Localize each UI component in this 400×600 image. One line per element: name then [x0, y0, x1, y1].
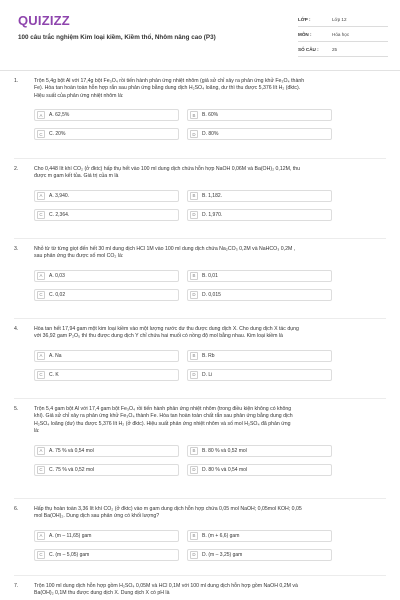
- option-text: A. 0,03: [49, 272, 65, 279]
- answer-option[interactable]: [34, 109, 179, 121]
- meta-value: Lớp 12: [332, 16, 347, 22]
- meta-value: Hóa học: [332, 31, 350, 37]
- option-letter-badge: B: [190, 111, 198, 119]
- question-line: sau phản ứng thu được số mol CO₂ là:: [34, 253, 124, 260]
- question-line: H₂SO₄ loãng (dư) thu được 5,376 lít H₂ (ở đktc). Hiệu suất phản ứng nhiệt nhôm và số mol H₂SO₄ đã phản ứng: [34, 420, 291, 427]
- option-text: D. 80%: [202, 131, 219, 138]
- answer-option[interactable]: [34, 289, 179, 301]
- question-item: [0, 246, 400, 301]
- meta-value: 25: [332, 46, 338, 52]
- answer-option[interactable]: [187, 549, 332, 561]
- option-letter-badge: A: [37, 532, 45, 540]
- option-text: A. 62,5%: [49, 112, 70, 119]
- option-text: C. 20%: [49, 131, 66, 138]
- option-text: B. 80 % và 0,52 mol: [202, 447, 247, 454]
- answer-option[interactable]: [187, 190, 332, 202]
- question-number: 2.: [14, 166, 19, 172]
- option-text: B. 60%: [202, 112, 219, 119]
- question-item: [0, 78, 400, 140]
- answer-option[interactable]: [34, 128, 179, 140]
- answer-option[interactable]: [34, 369, 179, 381]
- question-text: [34, 78, 386, 100]
- question-text: [34, 326, 386, 341]
- option-letter-badge: A: [37, 352, 45, 360]
- header: [0, 0, 400, 70]
- question-line: Fe). Hòa tan hoàn toàn hỗn hợp rắn sau phản ứng bằng dung dịch H₂SO₄ loãng, dư thì thu được 5,376 lít H₂ (đktc).: [34, 85, 301, 92]
- question-divider: [14, 318, 386, 319]
- question-divider: [14, 158, 386, 159]
- question-line: Cho 0,448 lít khí CO₂ (ở đktc) hấp thụ hết vào 100 ml dung dịch chứa hỗn hợp NaOH 0,06M và Ba(OH)₂ 0,12M, thu: [34, 166, 301, 172]
- option-letter-badge: A: [37, 447, 45, 455]
- answer-options: [34, 530, 386, 561]
- option-text: C. 0,02: [49, 291, 66, 298]
- meta-row-count: [298, 42, 388, 57]
- question-number: 1.: [14, 78, 19, 84]
- answer-options: [34, 270, 386, 301]
- answer-option[interactable]: [187, 464, 332, 476]
- option-text: D. 1,970.: [202, 211, 223, 218]
- option-text: B. Rb: [202, 352, 215, 359]
- answer-option[interactable]: [187, 369, 332, 381]
- question-line: mol Ba(OH)₂. Dung dịch sau phản ứng có khối lượng?: [34, 513, 160, 520]
- option-letter-badge: B: [190, 192, 198, 200]
- option-text: C. 75 % và 0,52 mol: [49, 466, 95, 473]
- option-letter-badge: D: [190, 551, 198, 559]
- question-item: [0, 583, 400, 598]
- question-divider: [14, 238, 386, 239]
- question-number: 7.: [14, 583, 19, 589]
- answer-option[interactable]: [187, 350, 332, 362]
- option-text: B. 1,182.: [202, 192, 223, 199]
- option-text: C. (m – 5,05) gam: [49, 551, 90, 558]
- question-divider: [14, 575, 386, 576]
- option-letter-badge: B: [190, 447, 198, 455]
- question-text: [34, 583, 386, 598]
- meta-row-class: [298, 12, 388, 27]
- answer-option[interactable]: [34, 445, 179, 457]
- question-line: Trộn 5,4g bột Al với 17,4g bột Fe₃O₄ rồi tiến hành phản ứng nhiệt nhôm (giả sử chỉ xảy ra phản ứng khử Fe₃O₄ thành: [34, 78, 305, 84]
- option-letter-badge: B: [190, 272, 198, 280]
- option-text: A. 3,940.: [49, 192, 70, 199]
- question-line: Trộn 5,4 gam bột Al với 17,4 gam bột Fe₃O₄ rồi tiến hành phản ứng nhiệt nhôm (trong điều kiện không có không: [34, 406, 292, 412]
- answer-options: [34, 109, 386, 140]
- option-letter-badge: D: [190, 130, 198, 138]
- question-line: Ba(OH)₂ 0,1M thu được dung dịch X. Dung dịch X có pH là: [34, 590, 170, 597]
- question-text: [34, 506, 386, 521]
- question-divider: [14, 498, 386, 499]
- answer-option[interactable]: [187, 128, 332, 140]
- answer-option[interactable]: [34, 270, 179, 282]
- question-number: 3.: [14, 246, 19, 252]
- option-letter-badge: A: [37, 192, 45, 200]
- answer-option[interactable]: [187, 289, 332, 301]
- answer-options: [34, 190, 386, 221]
- question-line: Trộn 100 ml dung dịch hỗn hợp gồm H₂SO₄ 0,05M và HCl 0,1M với 100 ml dung dịch hỗn hợp gồm NaOH 0,2M và: [34, 583, 298, 589]
- meta-key: LỚP :: [298, 16, 311, 22]
- question-text: [34, 406, 386, 436]
- option-letter-badge: C: [37, 551, 45, 559]
- option-letter-badge: D: [190, 466, 198, 474]
- option-text: A. 75 % và 0,54 mol: [49, 447, 94, 454]
- question-number: 6.: [14, 506, 19, 512]
- option-text: D. (m – 3,25) gam: [202, 551, 243, 558]
- answer-option[interactable]: [34, 530, 179, 542]
- option-text: B. (m + 6,6) gam: [202, 532, 240, 539]
- question-line: là:: [34, 428, 40, 435]
- option-letter-badge: C: [37, 466, 45, 474]
- option-letter-badge: B: [190, 532, 198, 540]
- option-letter-badge: C: [37, 291, 45, 299]
- option-text: A. Na: [49, 352, 62, 359]
- question-line: Hấp thụ hoàn toàn 3,36 lít khí CO₂ (ở đktc) vào m gam dung dịch hỗn hợp chứa 0,05 mol NaOH; 0,05mol KOH; 0,05: [34, 506, 302, 512]
- answer-option[interactable]: [187, 270, 332, 282]
- answer-options: [34, 350, 386, 381]
- option-text: C. K: [49, 371, 59, 378]
- question-item: [0, 506, 400, 561]
- option-text: D. 0,015: [202, 291, 221, 298]
- option-text: D. 80 % và 0,54 mol: [202, 466, 248, 473]
- question-line: Hiệu suất của phản ứng nhiệt nhôm là:: [34, 92, 124, 99]
- question-line: với 36,92 gam P₂O₅ thì thu được dung dịch Y chỉ chứa hai muối có nồng độ mol bằng nhau. Kim loại kiềm là: [34, 333, 283, 340]
- question-item: [0, 166, 400, 221]
- answer-option[interactable]: [34, 464, 179, 476]
- meta-key: MÔN :: [298, 31, 312, 37]
- option-letter-badge: D: [190, 371, 198, 379]
- quiz-meta-table: [298, 12, 388, 57]
- answer-option[interactable]: [187, 445, 332, 457]
- question-line: Hòa tan hết 17,94 gam một kim loại kiềm vào một lượng nước dư thu được dung dịch X. Cho dung dịch X tác dụng: [34, 326, 299, 332]
- answer-option[interactable]: [187, 109, 332, 121]
- option-text: C. 2,364.: [49, 211, 70, 218]
- question-item: [0, 406, 400, 476]
- question-text: [34, 246, 386, 261]
- quizizz-logo: QUIZIZZ: [18, 13, 70, 28]
- answer-option[interactable]: [34, 350, 179, 362]
- question-divider: [14, 398, 386, 399]
- question-line: khí). Giả sử chỉ xảy ra phản ứng khử Fe₃O₄ thành Fe. Hòa tan hoàn toàn chất rắn sau phản ứng bằng dung dịch: [34, 413, 293, 420]
- option-letter-badge: B: [190, 352, 198, 360]
- header-divider: [0, 70, 400, 71]
- answer-option[interactable]: [34, 549, 179, 561]
- option-letter-badge: D: [190, 291, 198, 299]
- answer-option[interactable]: [187, 209, 332, 221]
- option-letter-badge: A: [37, 272, 45, 280]
- meta-key: SỐ CÂU :: [298, 46, 319, 52]
- question-item: [0, 326, 400, 381]
- question-text: [34, 166, 386, 181]
- option-text: B. 0,01: [202, 272, 218, 279]
- question-number: 4.: [14, 326, 19, 332]
- answer-options: [34, 445, 386, 476]
- option-letter-badge: C: [37, 130, 45, 138]
- option-letter-badge: D: [190, 211, 198, 219]
- meta-row-subject: [298, 27, 388, 42]
- option-text: D. Li: [202, 371, 213, 378]
- option-text: A. (m – 11,65) gam: [49, 532, 92, 539]
- question-line: được m gam kết tủa. Giá trị của m là: [34, 173, 119, 180]
- quiz-title: 100 câu trắc nghiệm Kim loại kiềm, Kiềm thổ, Nhôm nâng cao (P3): [18, 34, 216, 41]
- answer-option[interactable]: [34, 190, 179, 202]
- option-letter-badge: A: [37, 111, 45, 119]
- question-number: 5.: [14, 406, 19, 412]
- option-letter-badge: C: [37, 371, 45, 379]
- answer-option[interactable]: [34, 209, 179, 221]
- option-letter-badge: C: [37, 211, 45, 219]
- question-line: Nhỏ từ từ từng giọt đến hết 30 ml dung dịch HCl 1M vào 100 ml dung dịch chứa Na₂CO₃ 0,2M và NaHCO₃ 0,2M ,: [34, 246, 296, 252]
- answer-option[interactable]: [187, 530, 332, 542]
